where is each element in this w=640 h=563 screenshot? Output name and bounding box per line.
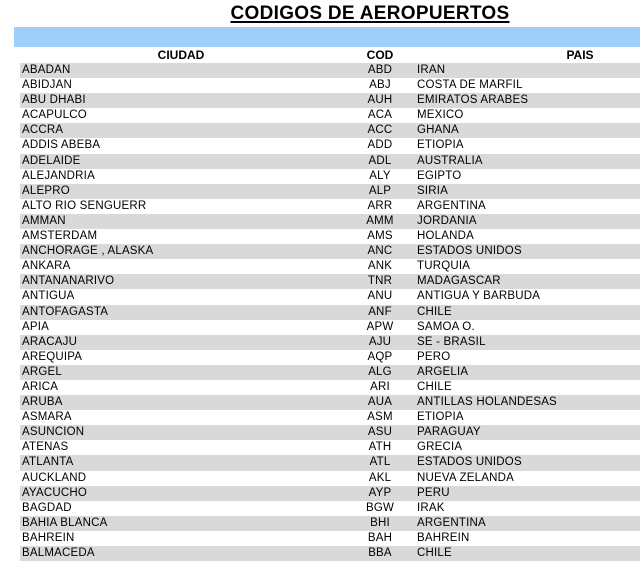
cell-code: ARI — [370, 380, 390, 393]
cell-code: AUH — [367, 94, 393, 107]
cell-city: AMSTERDAM — [22, 230, 98, 243]
cell-country: MEXICO — [417, 109, 464, 122]
table-row — [20, 169, 640, 184]
cell-city: APIA — [22, 320, 50, 333]
cell-city: ANTOFAGASTA — [22, 305, 109, 318]
cell-city: BALMACEDA — [22, 547, 95, 559]
cell-country: EMIRATOS ARABES — [417, 94, 529, 107]
cell-country: MADAGASCAR — [417, 275, 501, 288]
cell-city: ANTIGUA — [22, 290, 75, 303]
cell-city: ADELAIDE — [22, 154, 81, 167]
table-row — [20, 289, 640, 304]
cell-city: ALEPRO — [22, 184, 70, 197]
cell-city: ABADAN — [22, 64, 71, 76]
table-row — [20, 455, 640, 470]
table-row — [20, 214, 640, 229]
cell-code: ASM — [367, 411, 393, 424]
table-row — [20, 425, 640, 440]
cell-country: EGIPTO — [417, 169, 462, 182]
cell-code: ALP — [368, 184, 392, 197]
cell-city: ACAPULCO — [22, 109, 87, 122]
cell-code: APW — [366, 320, 394, 333]
cell-city: ARGEL — [22, 365, 62, 378]
cell-city: ALTO RIO SENGUERR — [22, 199, 147, 212]
cell-city: ARICA — [22, 380, 59, 393]
cell-code: AUA — [367, 396, 393, 409]
table-row — [20, 395, 640, 410]
cell-code: AJU — [368, 335, 392, 348]
table-row — [20, 410, 640, 425]
cell-country: COSTA DE MARFIL — [417, 79, 523, 92]
cell-city: AMMAN — [22, 214, 66, 227]
cell-code: ALG — [368, 365, 392, 378]
cell-code: ANC — [367, 245, 393, 258]
cell-code: ASU — [367, 426, 393, 439]
cell-country: IRAK — [417, 501, 445, 514]
cell-code: AKL — [368, 471, 392, 484]
column-header-city: CIUDAD — [157, 48, 205, 62]
table-row — [20, 199, 640, 214]
cell-city: ASMARA — [22, 411, 72, 424]
page-title-text: CODIGOS DE AEROPUERTOS — [230, 3, 510, 24]
cell-country: PERO — [417, 350, 451, 363]
cell-country: GRECIA — [417, 441, 463, 454]
table-row — [20, 229, 640, 244]
cell-country: PERU — [417, 486, 450, 499]
table-row — [20, 305, 640, 320]
table-row — [20, 108, 640, 123]
cell-country: AUSTRALIA — [417, 154, 483, 167]
cell-country: JORDANIA — [417, 214, 477, 227]
cell-city: ANKARA — [22, 260, 71, 273]
cell-code: ANF — [368, 305, 392, 318]
cell-city: BAGDAD — [22, 501, 72, 514]
cell-city: AYACUCHO — [22, 486, 88, 499]
cell-country: PARAGUAY — [417, 426, 481, 439]
cell-city: AREQUIPA — [22, 350, 83, 363]
table-row — [20, 531, 640, 546]
table-row — [20, 546, 640, 561]
airport-codes-table — [20, 48, 640, 561]
cell-code: BAH — [367, 531, 393, 544]
cell-code: AMS — [367, 230, 393, 243]
cell-city: BAHIA BLANCA — [22, 516, 108, 529]
cell-country: CHILE — [417, 305, 452, 318]
cell-code: BGW — [365, 501, 395, 514]
cell-code: ANU — [367, 290, 393, 303]
cell-code: AQP — [367, 350, 393, 363]
table-row — [20, 501, 640, 516]
table-row — [20, 335, 640, 350]
table-row — [20, 486, 640, 501]
cell-country: IRAN — [417, 64, 446, 76]
cell-country: TURQUIA — [417, 260, 471, 273]
cell-country: SE - BRASIL — [417, 335, 486, 348]
cell-country: ETIOPIA — [417, 411, 464, 424]
cell-code: ARR — [367, 199, 393, 212]
table-row — [20, 274, 640, 289]
cell-code: AYP — [368, 486, 392, 499]
cell-country: HOLANDA — [417, 230, 474, 243]
cell-country: ESTADOS UNIDOS — [417, 456, 522, 469]
table-row — [20, 63, 640, 78]
cell-code: ADD — [367, 139, 393, 152]
cell-city: ACCRA — [22, 124, 64, 137]
cell-city: BAHREIN — [22, 531, 75, 544]
cell-country: ESTADOS UNIDOS — [417, 245, 522, 258]
cell-code: ATH — [368, 441, 392, 454]
column-header-country: PAIS — [566, 48, 594, 62]
table-row — [20, 78, 640, 93]
cell-country: NUEVA ZELANDA — [417, 471, 514, 484]
table-row — [20, 471, 640, 486]
cell-city: ATENAS — [22, 441, 69, 454]
cell-city: ATLANTA — [22, 456, 74, 469]
column-header-code: COD — [366, 48, 394, 62]
table-row — [20, 184, 640, 199]
cell-code: ABJ — [369, 79, 391, 92]
header-color-band — [14, 27, 640, 47]
cell-code: BBA — [368, 547, 392, 559]
cell-country: CHILE — [417, 380, 452, 393]
cell-country: ARGENTINA — [417, 199, 486, 212]
table-row — [20, 320, 640, 335]
cell-country: CHILE — [417, 547, 452, 559]
cell-country: ANTIGUA Y BARBUDA — [417, 290, 541, 303]
cell-code: ACA — [367, 109, 393, 122]
cell-country: ETIOPIA — [417, 139, 464, 152]
cell-code: BHI — [370, 516, 390, 529]
table-row — [20, 244, 640, 259]
table-row — [20, 440, 640, 455]
table-body — [20, 63, 640, 561]
table-row — [20, 138, 640, 153]
table-row — [20, 516, 640, 531]
cell-city: ARUBA — [22, 396, 63, 409]
cell-code: TNR — [367, 275, 393, 288]
table-row — [20, 380, 640, 395]
cell-code: ALY — [369, 169, 391, 182]
cell-city: ALEJANDRIA — [22, 169, 95, 182]
cell-country: ARGELIA — [417, 365, 469, 378]
table-header-row — [20, 48, 640, 63]
cell-country: GHANA — [417, 124, 459, 137]
cell-country: SIRIA — [417, 184, 449, 197]
table-row — [20, 259, 640, 274]
table-row — [20, 350, 640, 365]
cell-country: BAHREIN — [417, 531, 470, 544]
cell-city: AUCKLAND — [22, 471, 87, 484]
cell-city: ANTANANARIVO — [22, 275, 115, 288]
cell-city: ARACAJU — [22, 335, 78, 348]
cell-city: ANCHORAGE , ALASKA — [22, 245, 154, 258]
cell-city: ABU DHABI — [22, 94, 86, 107]
cell-country: SAMOA O. — [417, 320, 475, 333]
cell-city: ASUNCION — [22, 426, 85, 439]
cell-country: ANTILLAS HOLANDESAS — [417, 396, 557, 409]
table-row — [20, 365, 640, 380]
cell-code: ADL — [368, 154, 392, 167]
cell-city: ADDIS ABEBA — [22, 139, 101, 152]
table-row — [20, 93, 640, 108]
table-row — [20, 154, 640, 169]
table-row — [20, 123, 640, 138]
cell-code: ANK — [367, 260, 393, 273]
cell-code: ABD — [367, 64, 393, 76]
cell-code: ACC — [367, 124, 393, 137]
page-title — [0, 3, 640, 25]
cell-code: AMM — [366, 214, 394, 227]
cell-country: ARGENTINA — [417, 516, 486, 529]
cell-city: ABIDJAN — [22, 79, 72, 92]
cell-code: ATL — [369, 456, 391, 469]
